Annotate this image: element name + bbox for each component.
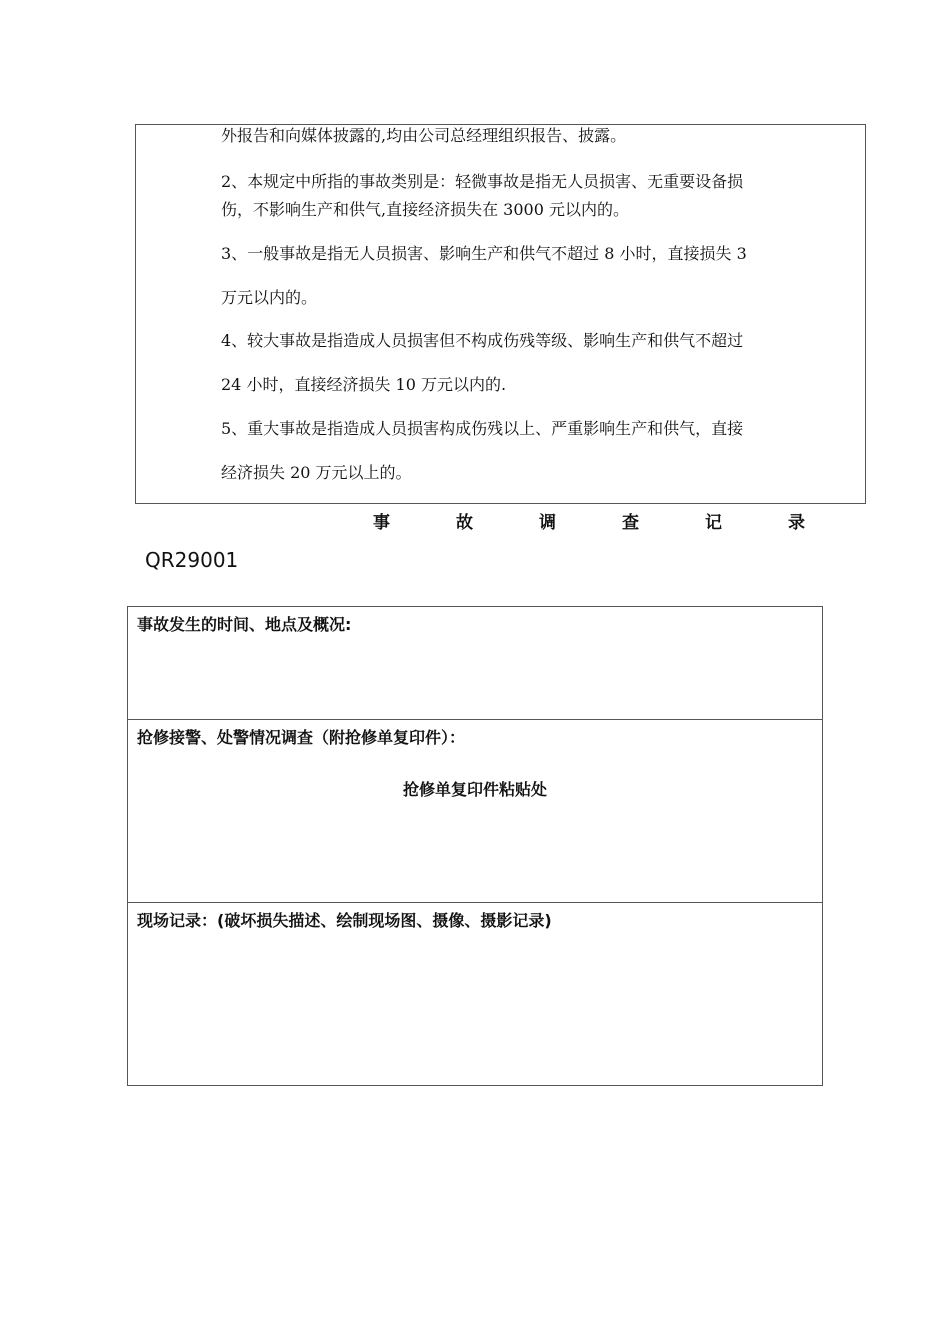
scene-record-label: 现场记录：(破坏损失描述、绘制现场图、摄像、摄影记录)	[137, 911, 552, 930]
rules-line: 伤，不影响生产和供气,直接经济损失在 3000 元以内的。	[221, 200, 629, 219]
title-char: 事	[373, 513, 390, 533]
overview-label: 事故发生的时间、地点及概况:	[137, 615, 352, 634]
title-char: 查	[622, 513, 639, 533]
form-code: QR29001	[145, 548, 239, 572]
title-char: 调	[539, 513, 556, 533]
rules-line: 3、一般事故是指无人员损害、影响生产和供气不超过 8 小时，直接损失 3	[221, 244, 747, 263]
record-table	[127, 606, 823, 1086]
rules-line: 2、本规定中所指的事故类别是：轻微事故是指无人员损害、无重要设备损	[221, 172, 744, 191]
rules-line: 4、较大事故是指造成人员损害但不构成伤残等级、影响生产和供气不超过	[221, 331, 744, 350]
overview-row[interactable]	[128, 607, 822, 719]
title-char: 录	[788, 513, 805, 533]
rules-text-box	[135, 124, 866, 504]
paste-area-note: 抢修单复印件粘贴处	[402, 780, 547, 799]
rules-line: 24 小时，直接经济损失 10 万元以内的.	[221, 375, 507, 394]
rules-line: 5、重大事故是指造成人员损害构成伤残以上、严重影响生产和供气，直接	[221, 419, 744, 438]
repair-survey-row[interactable]	[128, 719, 822, 902]
repair-survey-label: 抢修接警、处警情况调查（附抢修单复印件）：	[137, 728, 466, 747]
rules-line: 经济损失 20 万元以上的。	[221, 463, 412, 482]
scene-record-row[interactable]	[128, 902, 822, 1085]
rules-line: 外报告和向媒体披露的,均由公司总经理组织报告、披露。	[221, 126, 627, 145]
rules-line: 万元以内的。	[221, 288, 318, 307]
title-char: 记	[705, 513, 722, 533]
title-char: 故	[456, 513, 473, 533]
record-title	[0, 508, 950, 533]
